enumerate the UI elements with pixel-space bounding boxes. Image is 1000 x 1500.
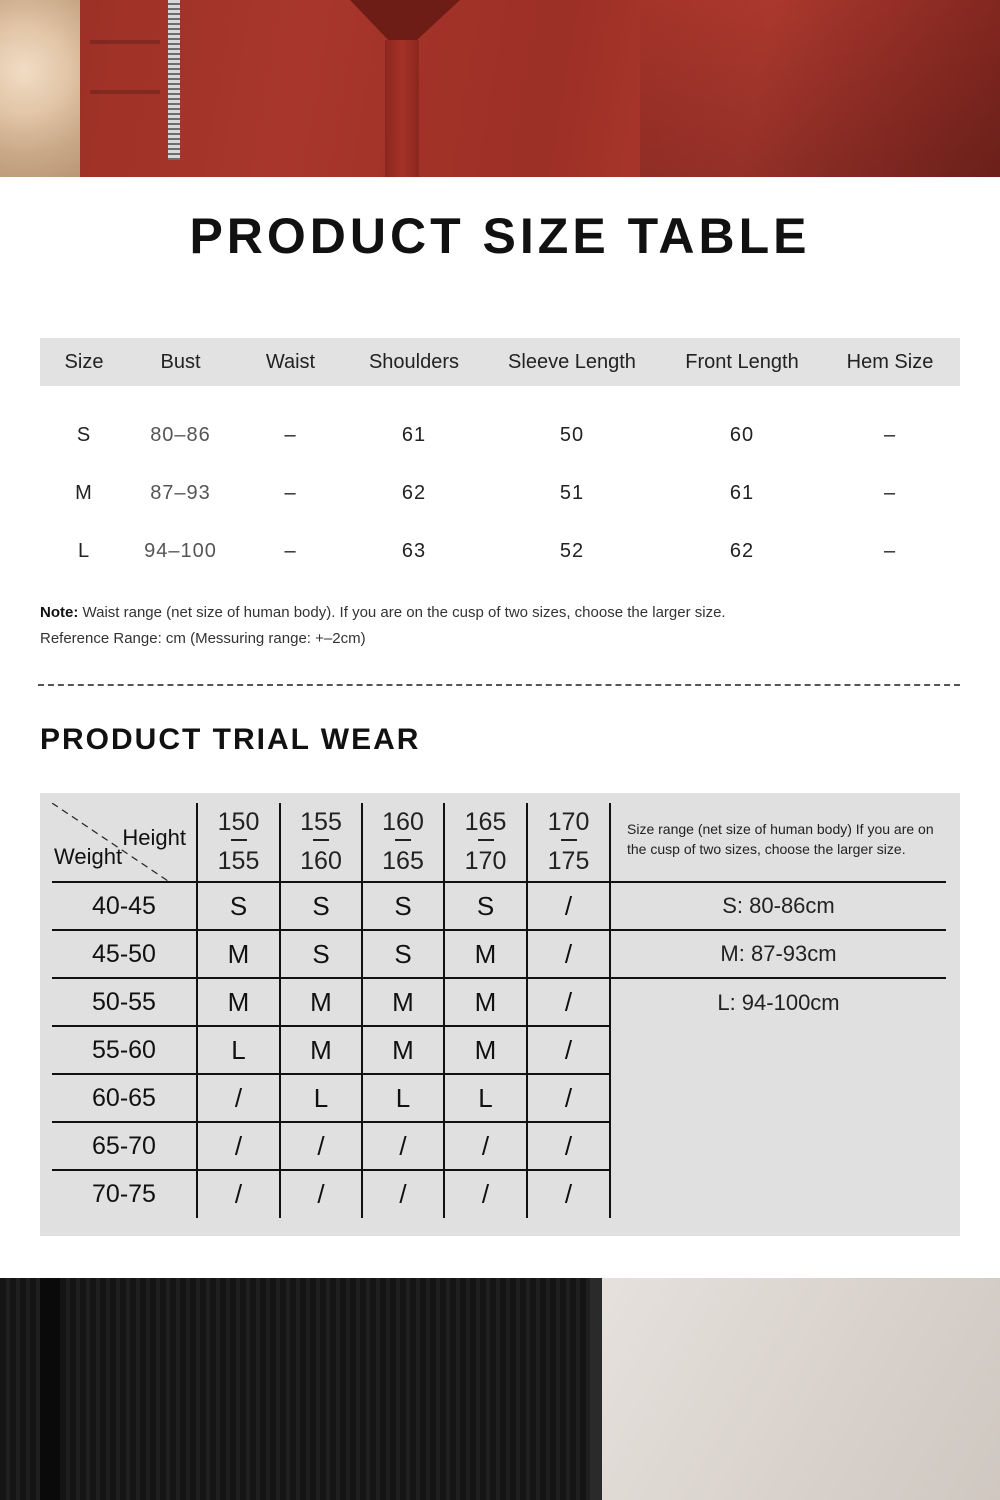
size-cell: / (362, 1170, 444, 1218)
size-range-note: Size range (net size of human body) If you are on the cusp of two sizes, choose the larger size. (627, 821, 934, 857)
corduroy-pants (0, 1278, 600, 1500)
column-header-hem-size: Hem Size (820, 338, 960, 386)
weight-cell: 40-45 (52, 882, 197, 930)
table-row (52, 882, 946, 930)
hem-size-cell: – (883, 539, 897, 562)
note-text: Waist range (net size of human body). If you are on the cusp of two sizes, choose the larger size. (78, 604, 726, 621)
bottom-product-photo (0, 1278, 1000, 1500)
table-row (52, 1122, 946, 1170)
shoulders-cell: 62 (401, 481, 427, 504)
photo-shade (640, 0, 1000, 177)
size-cell: / (527, 1170, 610, 1218)
bust-cell: 80–86 (150, 423, 211, 446)
weight-cell: 45-50 (52, 930, 197, 978)
size-cell: M (197, 978, 280, 1026)
corner-header (52, 803, 197, 882)
height-range-165-170: 165 170 (444, 803, 527, 882)
front-length-cell: 62 (729, 539, 755, 562)
table-row (40, 406, 960, 464)
height-range-170-175: 170 175 (527, 803, 610, 882)
table-row (52, 978, 946, 1026)
empty-cell (610, 1122, 946, 1170)
note-label: Note: (40, 604, 79, 621)
column-header-bust: Bust (128, 338, 233, 386)
size-cell: S (197, 882, 280, 930)
size-cell: / (527, 930, 610, 978)
waist-cell: – (284, 539, 297, 562)
empty-cell (610, 1170, 946, 1218)
fur-lining (0, 0, 80, 177)
size-cell: S (76, 423, 92, 446)
size-cell: L (444, 1074, 527, 1122)
empty-cell (610, 1074, 946, 1122)
pant-edge (590, 1278, 602, 1500)
height-range-155-160: 155 160 (280, 803, 362, 882)
top-product-photo (0, 0, 1000, 177)
size-cell: M (444, 1026, 527, 1074)
spacer (40, 386, 960, 406)
page-title: PRODUCT SIZE TABLE (189, 208, 811, 264)
size-cell: M (280, 978, 362, 1026)
weight-cell: 65-70 (52, 1122, 197, 1170)
size-cell: S (444, 882, 527, 930)
dashed-divider (38, 684, 960, 686)
front-length-cell: 61 (729, 481, 755, 504)
table-row (52, 1170, 946, 1218)
size-cell: L (280, 1074, 362, 1122)
size-cell: / (527, 978, 610, 1026)
trial-wear-table (52, 803, 946, 1218)
sleeve-length-cell: 50 (559, 423, 585, 446)
size-cell: S (362, 930, 444, 978)
size-cell: / (527, 1026, 610, 1074)
size-cell: / (444, 1170, 527, 1218)
pant-fold (40, 1278, 60, 1500)
size-cell: S (280, 930, 362, 978)
size-cell: / (280, 1170, 362, 1218)
column-header-sleeve-length: Sleeve Length (480, 338, 664, 386)
sleeve-length-cell: 52 (559, 539, 585, 562)
size-range-l: L: 94-100cm (610, 978, 946, 1026)
weight-cell: 55-60 (52, 1026, 197, 1074)
column-header-front-length: Front Length (664, 338, 820, 386)
size-cell: / (280, 1122, 362, 1170)
size-cell: / (527, 1122, 610, 1170)
table-row (52, 1026, 946, 1074)
size-range-s: S: 80-86cm (610, 882, 946, 930)
shoulders-cell: 61 (401, 423, 427, 446)
size-cell: / (527, 882, 610, 930)
table-row (40, 522, 960, 580)
size-cell: M (280, 1026, 362, 1074)
table-row (52, 1074, 946, 1122)
weight-label: Weight (54, 844, 123, 869)
waist-cell: – (284, 481, 297, 504)
weight-cell: 70-75 (52, 1170, 197, 1218)
waist-cell: – (284, 423, 297, 446)
weight-cell: 60-65 (52, 1074, 197, 1122)
zipper (168, 0, 180, 160)
height-header-row (52, 803, 946, 882)
size-cell: M (362, 978, 444, 1026)
size-cell: / (362, 1122, 444, 1170)
size-cell: M (444, 930, 527, 978)
size-cell: L (197, 1026, 280, 1074)
column-header-waist: Waist (233, 338, 348, 386)
table-row (52, 930, 946, 978)
quilt-seam (90, 40, 160, 44)
size-cell: / (527, 1074, 610, 1122)
table-row (40, 464, 960, 522)
size-cell: / (197, 1170, 280, 1218)
size-note (40, 600, 726, 652)
size-cell: M (444, 978, 527, 1026)
size-cell: / (197, 1074, 280, 1122)
size-cell: L (362, 1074, 444, 1122)
note-line-1 (40, 600, 726, 626)
bust-cell: 94–100 (144, 539, 217, 562)
size-cell: L (77, 539, 91, 562)
height-label: Height (122, 825, 186, 850)
empty-cell (610, 1026, 946, 1074)
size-cell: M (362, 1026, 444, 1074)
sleeve-length-cell: 51 (559, 481, 585, 504)
trial-wear-title: PRODUCT TRIAL WEAR (40, 723, 421, 756)
size-cell: S (362, 882, 444, 930)
trial-wear-panel (40, 793, 960, 1236)
size-cell: S (280, 882, 362, 930)
weight-cell: 50-55 (52, 978, 197, 1026)
quilt-seam (90, 90, 160, 94)
size-cell: / (444, 1122, 527, 1170)
hem-size-cell: – (883, 481, 897, 504)
size-table (40, 338, 960, 580)
bust-cell: 87–93 (150, 481, 211, 504)
hem-size-cell: – (883, 423, 897, 446)
shoulders-cell: 63 (401, 539, 427, 562)
front-length-cell: 60 (729, 423, 755, 446)
height-range-150-155: 150 155 (197, 803, 280, 882)
size-table-header (40, 338, 960, 386)
size-cell: M (75, 481, 93, 504)
size-cell: M (197, 930, 280, 978)
column-header-shoulders: Shoulders (348, 338, 480, 386)
note-line-2: Reference Range: cm (Messuring range: +–2cm) (40, 630, 366, 647)
size-range-m: M: 87-93cm (610, 930, 946, 978)
height-range-160-165: 160 165 (362, 803, 444, 882)
size-cell: / (197, 1122, 280, 1170)
column-header-size: Size (40, 338, 128, 386)
collar-strap (385, 40, 419, 177)
